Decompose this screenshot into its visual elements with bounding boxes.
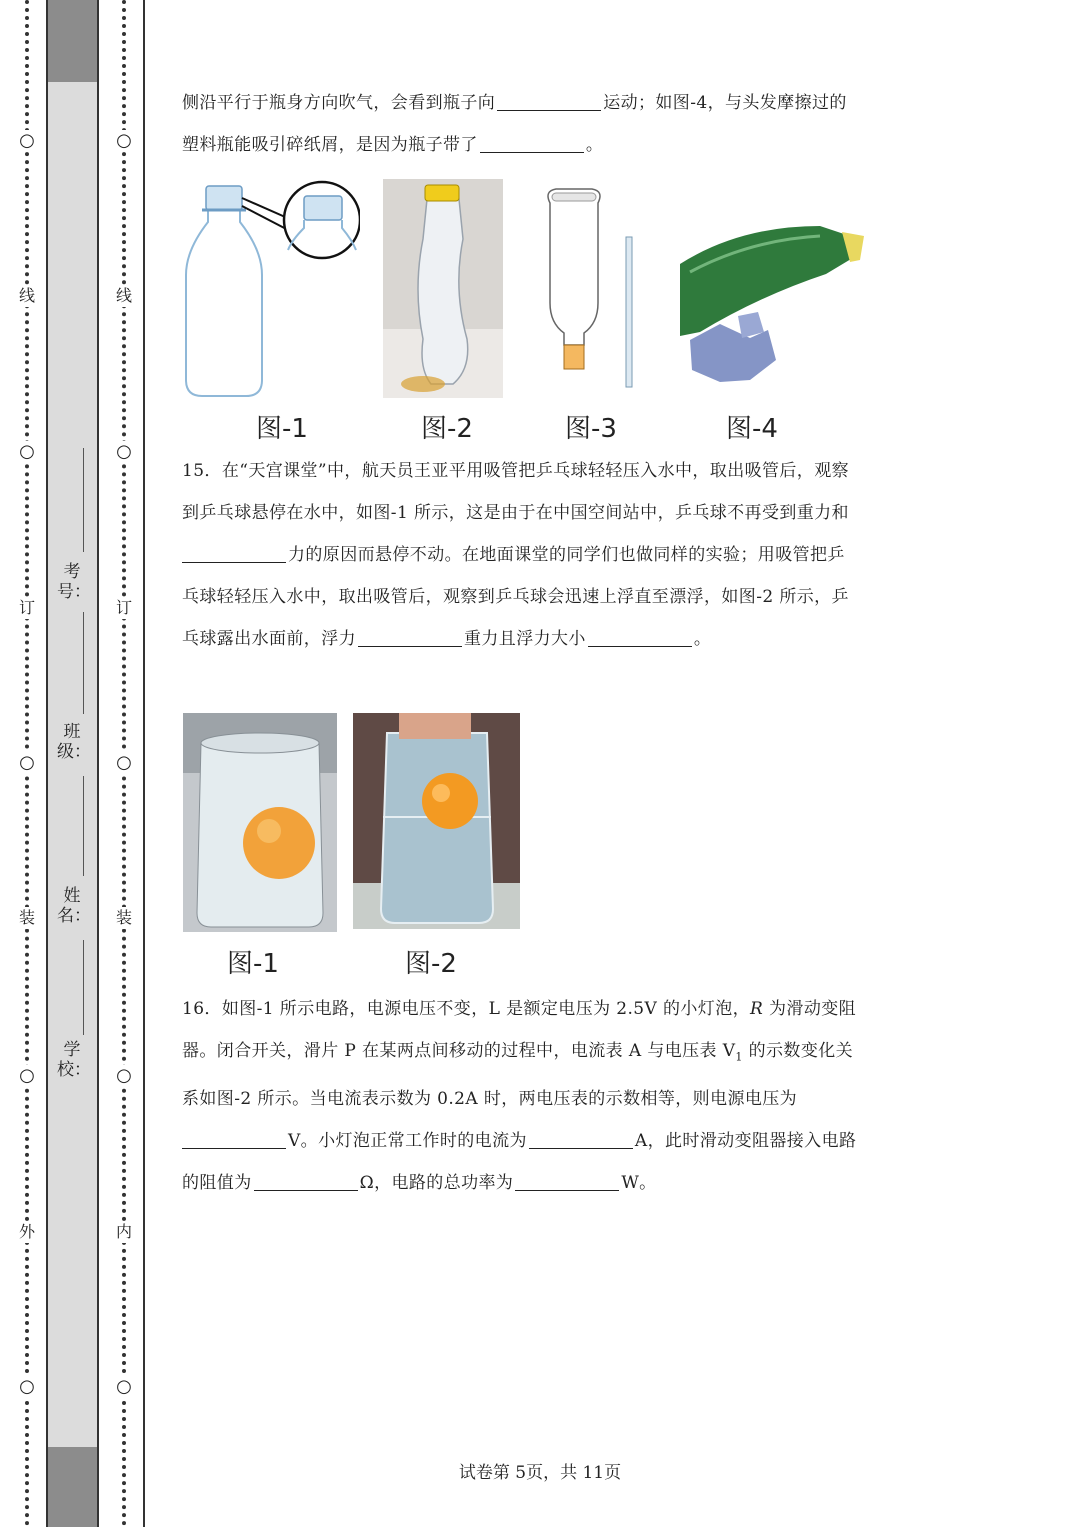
q14-figure-4-photo	[680, 220, 870, 388]
binding-separator	[143, 0, 145, 1527]
q14-text: 侧沿平行于瓶身方向吹气，会看到瓶子向 运动；如图-4，与头发摩擦过的 塑料瓶能吸引碎纸屑，是因为瓶子带了 。	[182, 93, 847, 155]
answer-blank[interactable]	[529, 1130, 633, 1149]
q14-figure-caption: 图-3	[565, 414, 617, 444]
answer-blank[interactable]	[588, 628, 692, 647]
answer-blank[interactable]	[182, 1130, 286, 1149]
field-kaohao-line[interactable]	[83, 448, 84, 552]
binding-separator	[97, 0, 99, 1527]
outer-mark-ding: 订	[12, 597, 42, 619]
q15-figure-1-photo	[183, 713, 337, 932]
inner-circle-mark: ○	[109, 130, 139, 152]
answer-blank[interactable]	[358, 628, 462, 647]
q15-text: 15．在“天宫课堂”中，航天员王亚平用吸管把乒乓球轻轻压入水中，取出吸管后，观察 到乒乓球悬停在水中，如图-1 所示，这是由于在中国空间站中，乒乓球不再受到重力和 力的原因而悬停不动。在地面课堂的同学们也做同样的实验；用吸管把乒 乓球轻轻压入水中，取出吸管后，观察到乒乓球会迅速上浮直至漂浮，如图-2 所示，乒 乓球露出水面前，浮力 重力且浮力大小 。	[182, 461, 850, 649]
binding-band-top	[48, 0, 98, 82]
field-banji-line[interactable]	[83, 612, 84, 714]
q16-text: 16．如图-1 所示电路，电源电压不变，L 是额定电压为 2.5V 的小灯泡，R 为滑动变阻 器。闭合开关，滑片 P 在某两点间移动的过程中，电流表 A 与电压表 $V_1$ 的示数变化关 系如图-2 所示。当电流表示数为 0.2A 时，两电压表的示数相等，则电源电压为 V。小灯泡正常工作时的电流为 A，此时滑动变阻器接入电路 的阻值为 Ω，电路的总功率为 W。	[182, 999, 857, 1194]
outer-circle-mark: ○	[12, 1376, 42, 1398]
q15-figure-caption: 图-2	[405, 949, 457, 979]
inner-circle-mark: ○	[109, 441, 139, 463]
q15-figure-2-photo	[353, 713, 520, 929]
q14-figure-caption: 图-2	[421, 414, 473, 444]
answer-blank[interactable]	[497, 92, 601, 111]
inner-dotted-column	[109, 0, 139, 1527]
q14-figure-2-photo	[383, 179, 503, 398]
field-kaohao-label: 考号：	[57, 562, 91, 602]
answer-blank[interactable]	[182, 544, 286, 563]
inner-circle-mark: ○	[109, 752, 139, 774]
outer-dotted-column	[12, 0, 42, 1527]
inner-mark-nei: 内	[109, 1221, 139, 1243]
outer-circle-mark: ○	[12, 752, 42, 774]
q14-figure-1-bottle	[180, 180, 360, 400]
field-xuexiao-label: 学校：	[57, 1040, 91, 1080]
inner-mark-xian: 线	[109, 285, 139, 307]
inner-mark-zhuang: 装	[109, 907, 139, 929]
q14-figure-3-bottle-straw	[540, 183, 640, 393]
answer-blank[interactable]	[480, 134, 584, 153]
outer-mark-xian: 线	[12, 285, 42, 307]
q14-figure-caption: 图-4	[726, 414, 778, 444]
inner-mark-ding: 订	[109, 597, 139, 619]
field-banji-label: 班级：	[57, 722, 91, 762]
outer-circle-mark: ○	[12, 441, 42, 463]
inner-circle-mark: ○	[109, 1376, 139, 1398]
outer-circle-mark: ○	[12, 1065, 42, 1087]
q15-figure-caption: 图-1	[227, 949, 279, 979]
outer-mark-zhuang: 装	[12, 907, 42, 929]
field-xingming-label: 姓名：	[57, 886, 91, 926]
outer-circle-mark: ○	[12, 130, 42, 152]
binding-band-fields	[48, 82, 98, 1447]
page-footer: 试卷第 5页，共 11页	[458, 1463, 622, 1483]
field-xuexiao-line[interactable]	[83, 940, 84, 1035]
answer-blank[interactable]	[254, 1172, 358, 1191]
q14-figure-caption: 图-1	[256, 414, 308, 444]
outer-mark-wai: 外	[12, 1221, 42, 1243]
field-xingming-line[interactable]	[83, 776, 84, 876]
answer-blank[interactable]	[515, 1172, 619, 1191]
inner-circle-mark: ○	[109, 1065, 139, 1087]
